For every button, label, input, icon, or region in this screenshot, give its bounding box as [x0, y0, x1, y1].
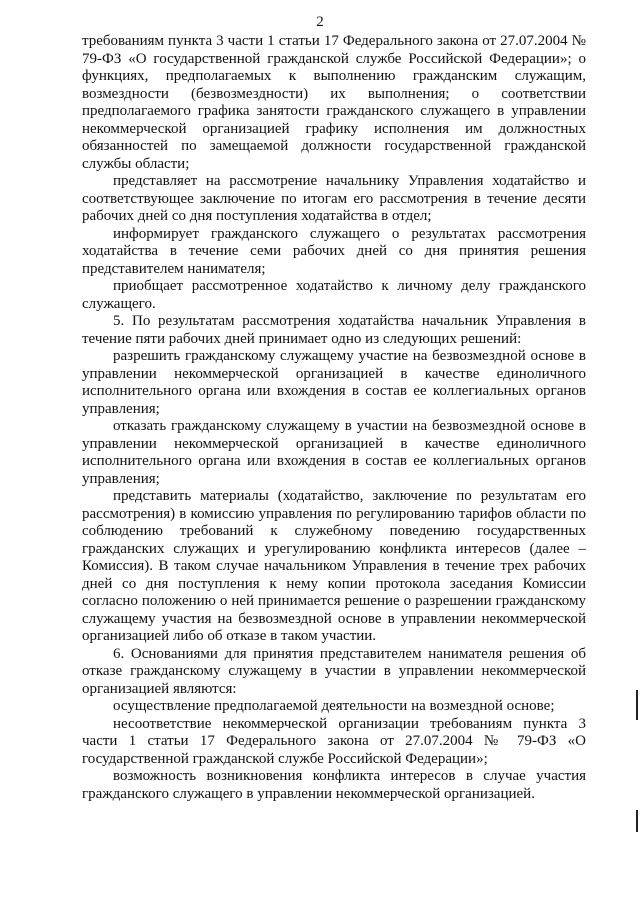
- document-body: [82, 33, 586, 803]
- paragraph: информирует гражданского служащего о результатах рассмотрения ходатайства в течение семи рабочих дней со дня принятия решения представителем нанимателя;: [82, 225, 586, 277]
- scan-edge-mark: [636, 690, 638, 720]
- paragraph: 5. По результатам рассмотрения ходатайства начальник Управления в течение пяти рабочих дней принимает одно из следующих решений:: [82, 313, 586, 347]
- paragraph: 6. Основаниями для принятия представителем нанимателя решения об отказе гражданскому служащему в участии в управлении некоммерческой организацией являются:: [82, 645, 586, 697]
- page-number: 2: [316, 14, 324, 30]
- paragraph: требованиям пункта 3 части 1 статьи 17 Федерального закона от 27.07.2004 № 79-ФЗ «О государственной гражданской службе Российской Федерации»; о функциях, предполагаемых к выполнению гражданским служащим, возмездности (безвозмездности) их выполнения; о соответствии предполагаемого графика занятости гражданского служащего в управлении некоммерческой организацией графику исполнения им должностных обязанностей по замещаемой должности государственной гражданской службы области;: [82, 33, 586, 172]
- paragraph: представить материалы (ходатайство, заключение по результатам его рассмотрения) в комиссию управления по регулированию тарифов области по соблюдению требований к служебному поведению государственных гражданских служащих и урегулированию конфликта интересов (далее – Комиссия). В таком случае начальником Управления в течение трех рабочих дней со дня поступления к нему копии протокола заседания Комиссии согласно положению о ней принимается решение о разрешении гражданскому служащему участия на безвозмездной основе в управлении некоммерческой организацией либо об отказе в таком участии.: [82, 488, 586, 644]
- paragraph: несоответствие некоммерческой организации требованиям пункта 3 части 1 статьи 17 Федерального закона от 27.07.2004 № 79-ФЗ «О государственной гражданской службе Российской Федерации»;: [82, 715, 586, 767]
- paragraph: представляет на рассмотрение начальнику Управления ходатайство и соответствующее заключение по итогам его рассмотрения в течение десяти рабочих дней со дня поступления ходатайства в отдел;: [82, 173, 586, 224]
- paragraph: возможность возникновения конфликта интересов в случае участия гражданского служащего в управлении некоммерческой организацией.: [82, 768, 586, 802]
- paragraph: отказать гражданскому служащему в участии на безвозмездной основе в управлении некоммерческой организацией в качестве единоличного исполнительного органа или вхождения в состав ее коллегиальных органов управления;: [82, 418, 586, 487]
- paragraph: приобщает рассмотренное ходатайство к личному делу гражданского служащего.: [82, 278, 586, 312]
- paragraph: осуществление предполагаемой деятельности на возмездной основе;: [113, 698, 555, 714]
- paragraph: разрешить гражданскому служащему участие на безвозмездной основе в управлении некоммерческой организацией в качестве единоличного исполнительного органа или вхождения в состав ее коллегиальных органов управления;: [82, 348, 586, 417]
- scan-edge-mark: [636, 810, 638, 832]
